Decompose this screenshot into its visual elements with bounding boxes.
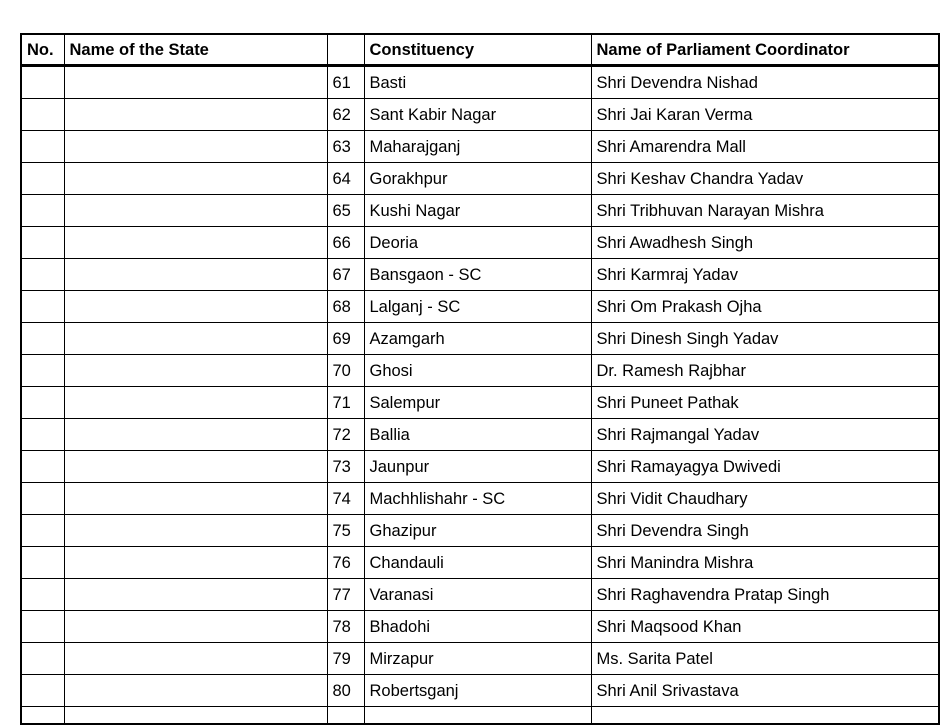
cell-state	[64, 227, 327, 259]
table-row	[21, 323, 939, 355]
cell-no	[21, 163, 64, 195]
cell-no	[21, 259, 64, 291]
cell-no	[21, 387, 64, 419]
cell-serial: 76	[327, 547, 364, 579]
cell-coordinator: Shri Amarendra Mall	[591, 131, 939, 163]
cell-serial: 65	[327, 195, 364, 227]
table-row	[21, 387, 939, 419]
cell-no	[21, 419, 64, 451]
table-row	[21, 579, 939, 611]
cell-no	[21, 611, 64, 643]
cell-serial: 78	[327, 611, 364, 643]
cell-coordinator: Shri Puneet Pathak	[591, 387, 939, 419]
cell-no	[21, 195, 64, 227]
cell-state	[64, 323, 327, 355]
cell-no	[21, 643, 64, 675]
cell-state	[64, 355, 327, 387]
cell-serial: 62	[327, 99, 364, 131]
cell-serial: 75	[327, 515, 364, 547]
cell-constituency: Ballia	[364, 419, 591, 451]
cell-constituency: Bhadohi	[364, 611, 591, 643]
cell-constituency: Azamgarh	[364, 323, 591, 355]
cell-coordinator: Shri Keshav Chandra Yadav	[591, 163, 939, 195]
cell-state	[64, 643, 327, 675]
cell-state	[64, 707, 327, 725]
cell-serial: 80	[327, 675, 364, 707]
cell-coordinator: Shri Raghavendra Pratap Singh	[591, 579, 939, 611]
cell-coordinator: Shri Jai Karan Verma	[591, 99, 939, 131]
cell-coordinator: Shri Devendra Nishad	[591, 66, 939, 99]
cell-coordinator: Shri Devendra Singh	[591, 515, 939, 547]
cell-constituency: Jaunpur	[364, 451, 591, 483]
column-header-serial	[327, 34, 364, 66]
table-row	[21, 611, 939, 643]
cell-coordinator: Shri Dinesh Singh Yadav	[591, 323, 939, 355]
table-row	[21, 419, 939, 451]
cell-coordinator	[591, 707, 939, 725]
cell-state	[64, 451, 327, 483]
cell-no	[21, 355, 64, 387]
cell-constituency: Maharajganj	[364, 131, 591, 163]
cell-no	[21, 515, 64, 547]
cell-constituency	[364, 707, 591, 725]
table-header-row	[21, 34, 939, 66]
cell-serial	[327, 707, 364, 725]
cell-no	[21, 451, 64, 483]
cell-no	[21, 227, 64, 259]
cell-coordinator: Ms. Sarita Patel	[591, 643, 939, 675]
table-row	[21, 227, 939, 259]
cell-serial: 64	[327, 163, 364, 195]
table-header	[21, 34, 939, 66]
cell-coordinator: Shri Awadhesh Singh	[591, 227, 939, 259]
column-header-constituency: Constituency	[364, 34, 591, 66]
cell-constituency: Bansgaon - SC	[364, 259, 591, 291]
table-row	[21, 515, 939, 547]
cell-coordinator: Shri Karmraj Yadav	[591, 259, 939, 291]
cell-serial: 69	[327, 323, 364, 355]
table-row	[21, 163, 939, 195]
cell-state	[64, 131, 327, 163]
cell-serial: 71	[327, 387, 364, 419]
column-header-state: Name of the State	[64, 34, 327, 66]
cell-serial: 68	[327, 291, 364, 323]
cell-state	[64, 195, 327, 227]
table-row	[21, 66, 939, 99]
cell-no	[21, 579, 64, 611]
cell-constituency: Lalganj - SC	[364, 291, 591, 323]
cell-state	[64, 66, 327, 99]
cell-constituency: Kushi Nagar	[364, 195, 591, 227]
cell-constituency: Chandauli	[364, 547, 591, 579]
cell-constituency: Robertsganj	[364, 675, 591, 707]
cell-serial: 74	[327, 483, 364, 515]
cell-state	[64, 387, 327, 419]
column-header-coordinator: Name of Parliament Coordinator	[591, 34, 939, 66]
cell-constituency: Basti	[364, 66, 591, 99]
cell-state	[64, 483, 327, 515]
cell-coordinator: Shri Rajmangal Yadav	[591, 419, 939, 451]
cell-state	[64, 515, 327, 547]
cell-coordinator: Shri Maqsood Khan	[591, 611, 939, 643]
cell-coordinator: Dr. Ramesh Rajbhar	[591, 355, 939, 387]
table-row	[21, 483, 939, 515]
table-row	[21, 451, 939, 483]
cell-state	[64, 675, 327, 707]
cell-state	[64, 291, 327, 323]
cell-constituency: Sant Kabir Nagar	[364, 99, 591, 131]
cell-coordinator: Shri Vidit Chaudhary	[591, 483, 939, 515]
cell-coordinator: Shri Ramayagya Dwivedi	[591, 451, 939, 483]
cell-state	[64, 579, 327, 611]
cell-serial: 67	[327, 259, 364, 291]
cell-no	[21, 675, 64, 707]
cell-serial: 66	[327, 227, 364, 259]
cell-constituency: Ghazipur	[364, 515, 591, 547]
table-body	[21, 66, 939, 725]
table-row	[21, 131, 939, 163]
cell-no	[21, 707, 64, 725]
cell-serial: 61	[327, 66, 364, 99]
cell-no	[21, 66, 64, 99]
cell-no	[21, 131, 64, 163]
cell-constituency: Mirzapur	[364, 643, 591, 675]
cell-no	[21, 291, 64, 323]
cell-coordinator: Shri Tribhuvan Narayan Mishra	[591, 195, 939, 227]
cell-state	[64, 99, 327, 131]
table-row	[21, 259, 939, 291]
cell-no	[21, 323, 64, 355]
cell-constituency: Salempur	[364, 387, 591, 419]
cell-coordinator: Shri Manindra Mishra	[591, 547, 939, 579]
parliament-coordinator-table	[20, 33, 940, 725]
table-row	[21, 195, 939, 227]
cell-coordinator: Shri Anil Srivastava	[591, 675, 939, 707]
cell-coordinator: Shri Om Prakash Ojha	[591, 291, 939, 323]
table-row	[21, 643, 939, 675]
cell-state	[64, 259, 327, 291]
table-row	[21, 291, 939, 323]
table-row	[21, 707, 939, 725]
cell-serial: 77	[327, 579, 364, 611]
cell-constituency: Ghosi	[364, 355, 591, 387]
cell-constituency: Machhlishahr - SC	[364, 483, 591, 515]
table-row	[21, 675, 939, 707]
cell-constituency: Deoria	[364, 227, 591, 259]
table-row	[21, 547, 939, 579]
cell-serial: 63	[327, 131, 364, 163]
cell-constituency: Gorakhpur	[364, 163, 591, 195]
cell-constituency: Varanasi	[364, 579, 591, 611]
table-row	[21, 99, 939, 131]
cell-state	[64, 611, 327, 643]
cell-serial: 79	[327, 643, 364, 675]
table-row	[21, 355, 939, 387]
cell-serial: 73	[327, 451, 364, 483]
cell-no	[21, 99, 64, 131]
cell-no	[21, 547, 64, 579]
cell-state	[64, 547, 327, 579]
cell-serial: 72	[327, 419, 364, 451]
column-header-no: No.	[21, 34, 64, 66]
cell-no	[21, 483, 64, 515]
cell-state	[64, 163, 327, 195]
cell-serial: 70	[327, 355, 364, 387]
cell-state	[64, 419, 327, 451]
